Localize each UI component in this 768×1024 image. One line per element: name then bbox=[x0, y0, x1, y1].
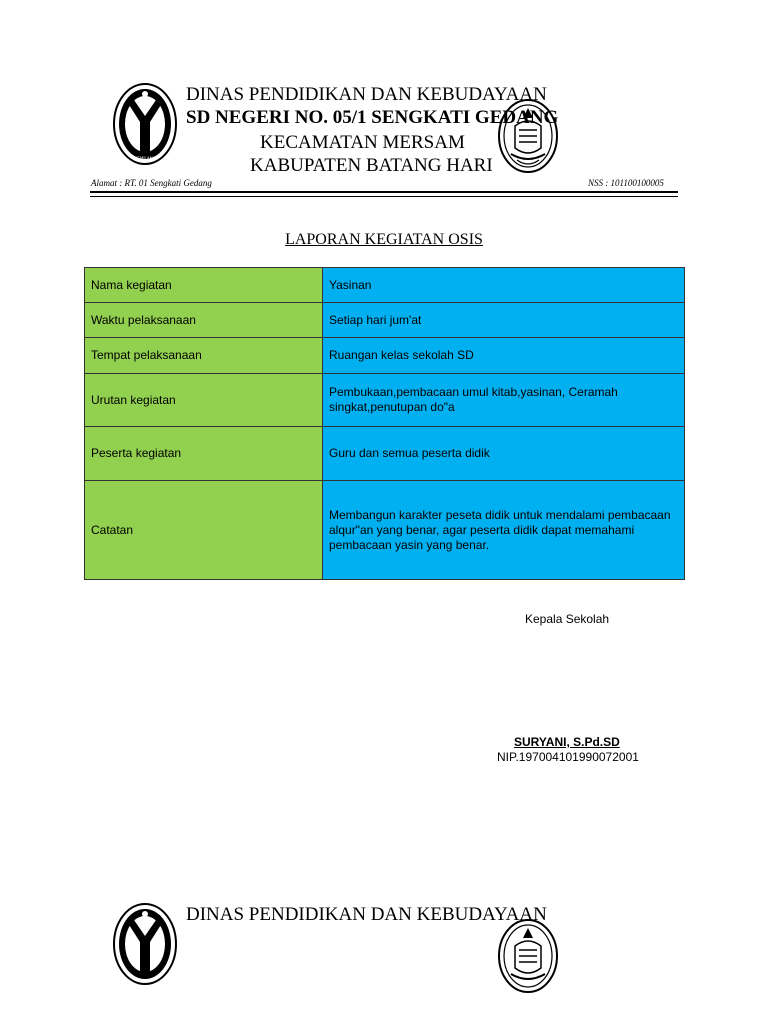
header-nss: NSS : 101100100005 bbox=[588, 178, 664, 188]
header-district: KECAMATAN MERSAM bbox=[260, 132, 465, 153]
header-divider-thin bbox=[90, 196, 678, 197]
signature-nip: NIP.197004101990072001 bbox=[497, 750, 639, 764]
svg-text:GEMILANG: GEMILANG bbox=[134, 156, 156, 161]
header-divider-thick bbox=[90, 191, 678, 193]
row-label: Tempat pelaksanaan bbox=[85, 338, 323, 374]
row-value: Yasinan bbox=[323, 268, 685, 303]
header-agency: DINAS PENDIDIKAN DAN KEBUDAYAAN bbox=[186, 84, 547, 105]
school-emblem-logo bbox=[112, 82, 178, 166]
row-value: Ruangan kelas sekolah SD bbox=[323, 338, 685, 374]
row-label: Peserta kegiatan bbox=[85, 427, 323, 481]
row-label: Waktu pelaksanaan bbox=[85, 303, 323, 338]
table-row bbox=[85, 427, 685, 481]
activity-report-table bbox=[84, 267, 685, 580]
signature-name: SURYANI, S.Pd.SD bbox=[514, 735, 620, 749]
signature-role: Kepala Sekolah bbox=[525, 612, 610, 626]
row-label: Nama kegiatan bbox=[85, 268, 323, 303]
table-row bbox=[85, 268, 685, 303]
row-value: Membangun karakter peseta didik untuk mendalami pembacaan alqur"an yang benar, agar peserta didik dapat memahami pembacaan yasin yang benar. bbox=[323, 481, 685, 580]
row-label: Urutan kegiatan bbox=[85, 374, 323, 427]
row-value: Pembukaan,pembacaan umul kitab,yasinan, Ceramah singkat,penutupan do"a bbox=[323, 374, 685, 427]
header-school-name: SD NEGERI NO. 05/1 SENGKATI GEDANG bbox=[186, 107, 559, 128]
document-title: LAPORAN KEGIATAN OSIS bbox=[285, 231, 483, 248]
school-emblem-logo bbox=[112, 902, 178, 986]
header-address: Alamat : RT. 01 Sengkati Gedang bbox=[91, 178, 212, 188]
footer-header-agency: DINAS PENDIDIKAN DAN KEBUDAYAAN bbox=[186, 904, 547, 925]
table-row bbox=[85, 303, 685, 338]
header-regency: KABUPATEN BATANG HARI bbox=[250, 155, 493, 176]
table-row bbox=[85, 481, 685, 580]
row-value: Guru dan semua peserta didik bbox=[323, 427, 685, 481]
table-row bbox=[85, 338, 685, 374]
table-row bbox=[85, 374, 685, 427]
row-value: Setiap hari jum'at bbox=[323, 303, 685, 338]
tut-wuri-handayani-logo bbox=[497, 918, 559, 994]
row-label: Catatan bbox=[85, 481, 323, 580]
